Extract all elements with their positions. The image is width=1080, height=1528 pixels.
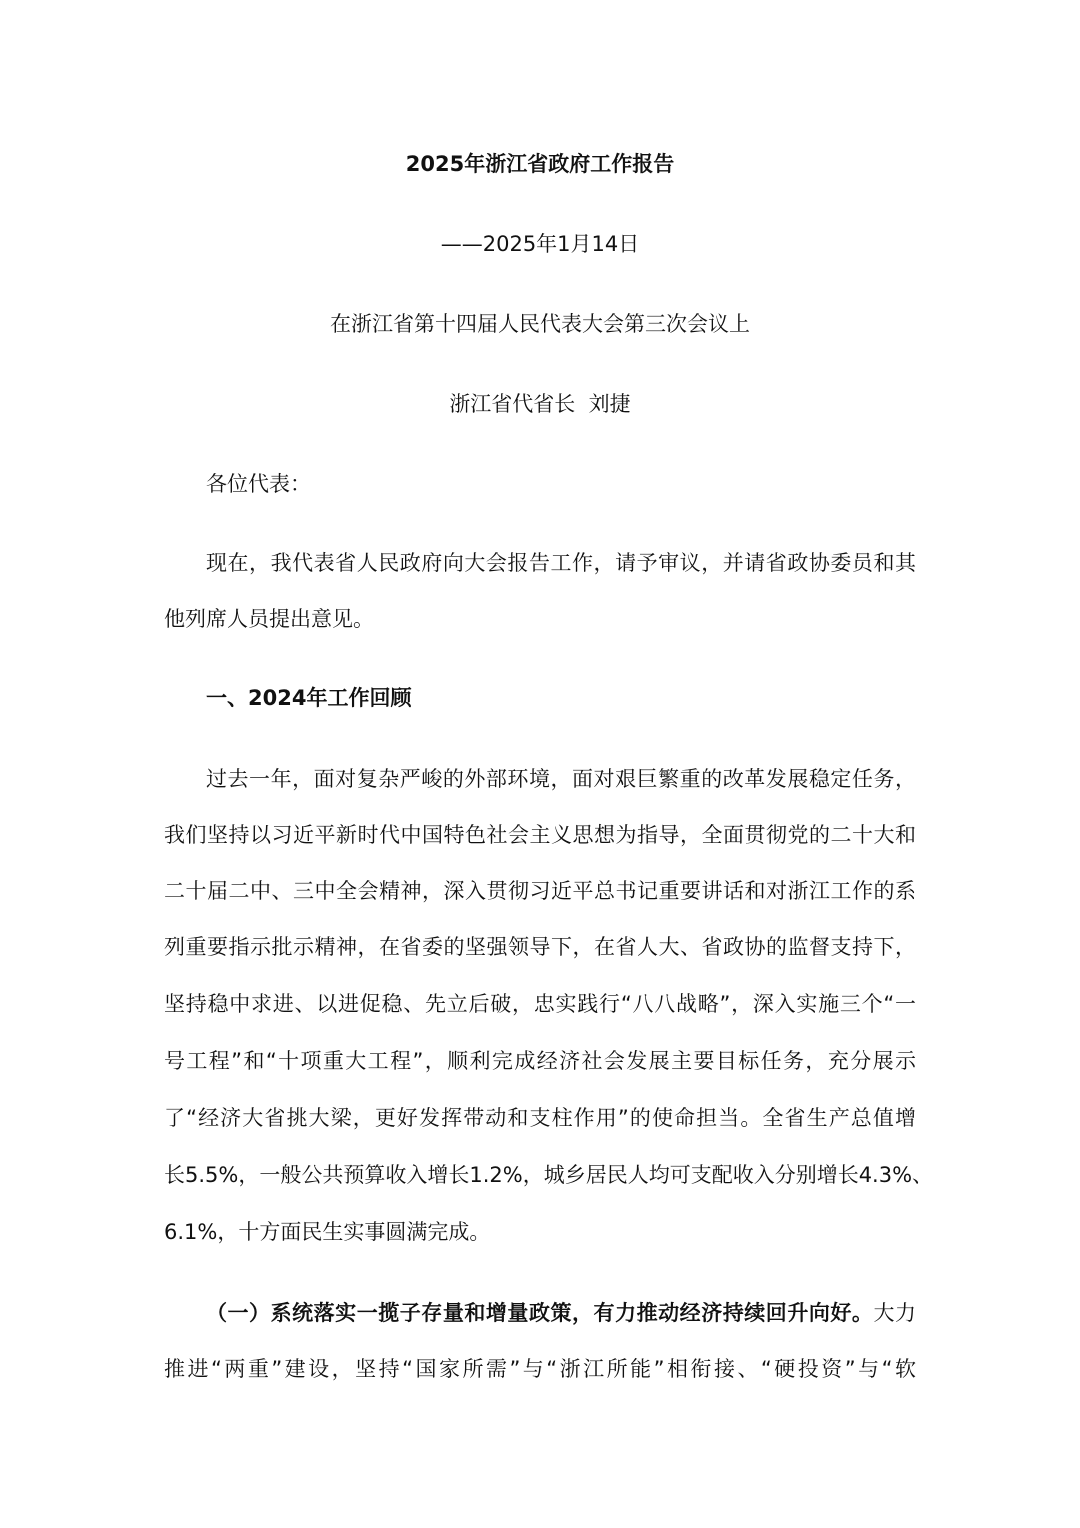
date-line: ——2025年1月14日 xyxy=(440,232,640,256)
review-line-7: 了“经济大省挑大梁，更好发挥带动和支柱作用”的使命担当。全省生产总值增 xyxy=(164,1106,916,1130)
review-line-2: 我们坚持以习近平新时代中国特色社会主义思想为指导，全面贯彻党的二十大和 xyxy=(164,823,916,847)
subsection-line-1-tail: 大力 xyxy=(873,1301,916,1325)
review-line-8: 长5.5%，一般公共预算收入增长1.2%，城乡居民人均可支配收入分别增长4.3%、 xyxy=(164,1163,934,1187)
review-line-9: 6.1%，十方面民生实事圆满完成。 xyxy=(164,1220,491,1244)
review-line-6: 号工程”和“十项重大工程”，顺利完成经济社会发展主要目标任务，充分展示 xyxy=(164,1049,916,1073)
speaker-line: 浙江省代省长 刘捷 xyxy=(449,392,631,416)
document-title: 2025年浙江省政府工作报告 xyxy=(405,152,675,176)
venue-line: 在浙江省第十四届人民代表大会第三次会议上 xyxy=(330,312,750,336)
intro-line-1: 现在，我代表省人民政府向大会报告工作，请予审议，并请省政协委员和其 xyxy=(206,551,916,575)
salutation: 各位代表： xyxy=(206,472,311,496)
review-line-5: 坚持稳中求进、以进促稳、先立后破，忠实践行“八八战略”，深入实施三个“一 xyxy=(164,992,916,1016)
review-line-4: 列重要指示批示精神，在省委的坚强领导下，在省人大、省政协的监督支持下， xyxy=(164,935,916,959)
subsection-heading: （一）系统落实一揽子存量和增量政策，有力推动经济持续回升向好。 xyxy=(206,1301,874,1325)
review-line-1: 过去一年，面对复杂严峻的外部环境，面对艰巨繁重的改革发展稳定任务， xyxy=(206,767,916,791)
subsection-line-2: 推进“两重”建设，坚持“国家所需”与“浙江所能”相衔接、“硬投资”与“软 xyxy=(164,1357,916,1381)
review-line-3: 二十届二中、三中全会精神，深入贯彻习近平总书记重要讲话和对浙江工作的系 xyxy=(164,879,916,903)
section-heading: 一、2024年工作回顾 xyxy=(206,686,412,710)
subsection-line-1 xyxy=(206,1299,916,1327)
intro-line-2: 他列席人员提出意见。 xyxy=(164,607,374,631)
